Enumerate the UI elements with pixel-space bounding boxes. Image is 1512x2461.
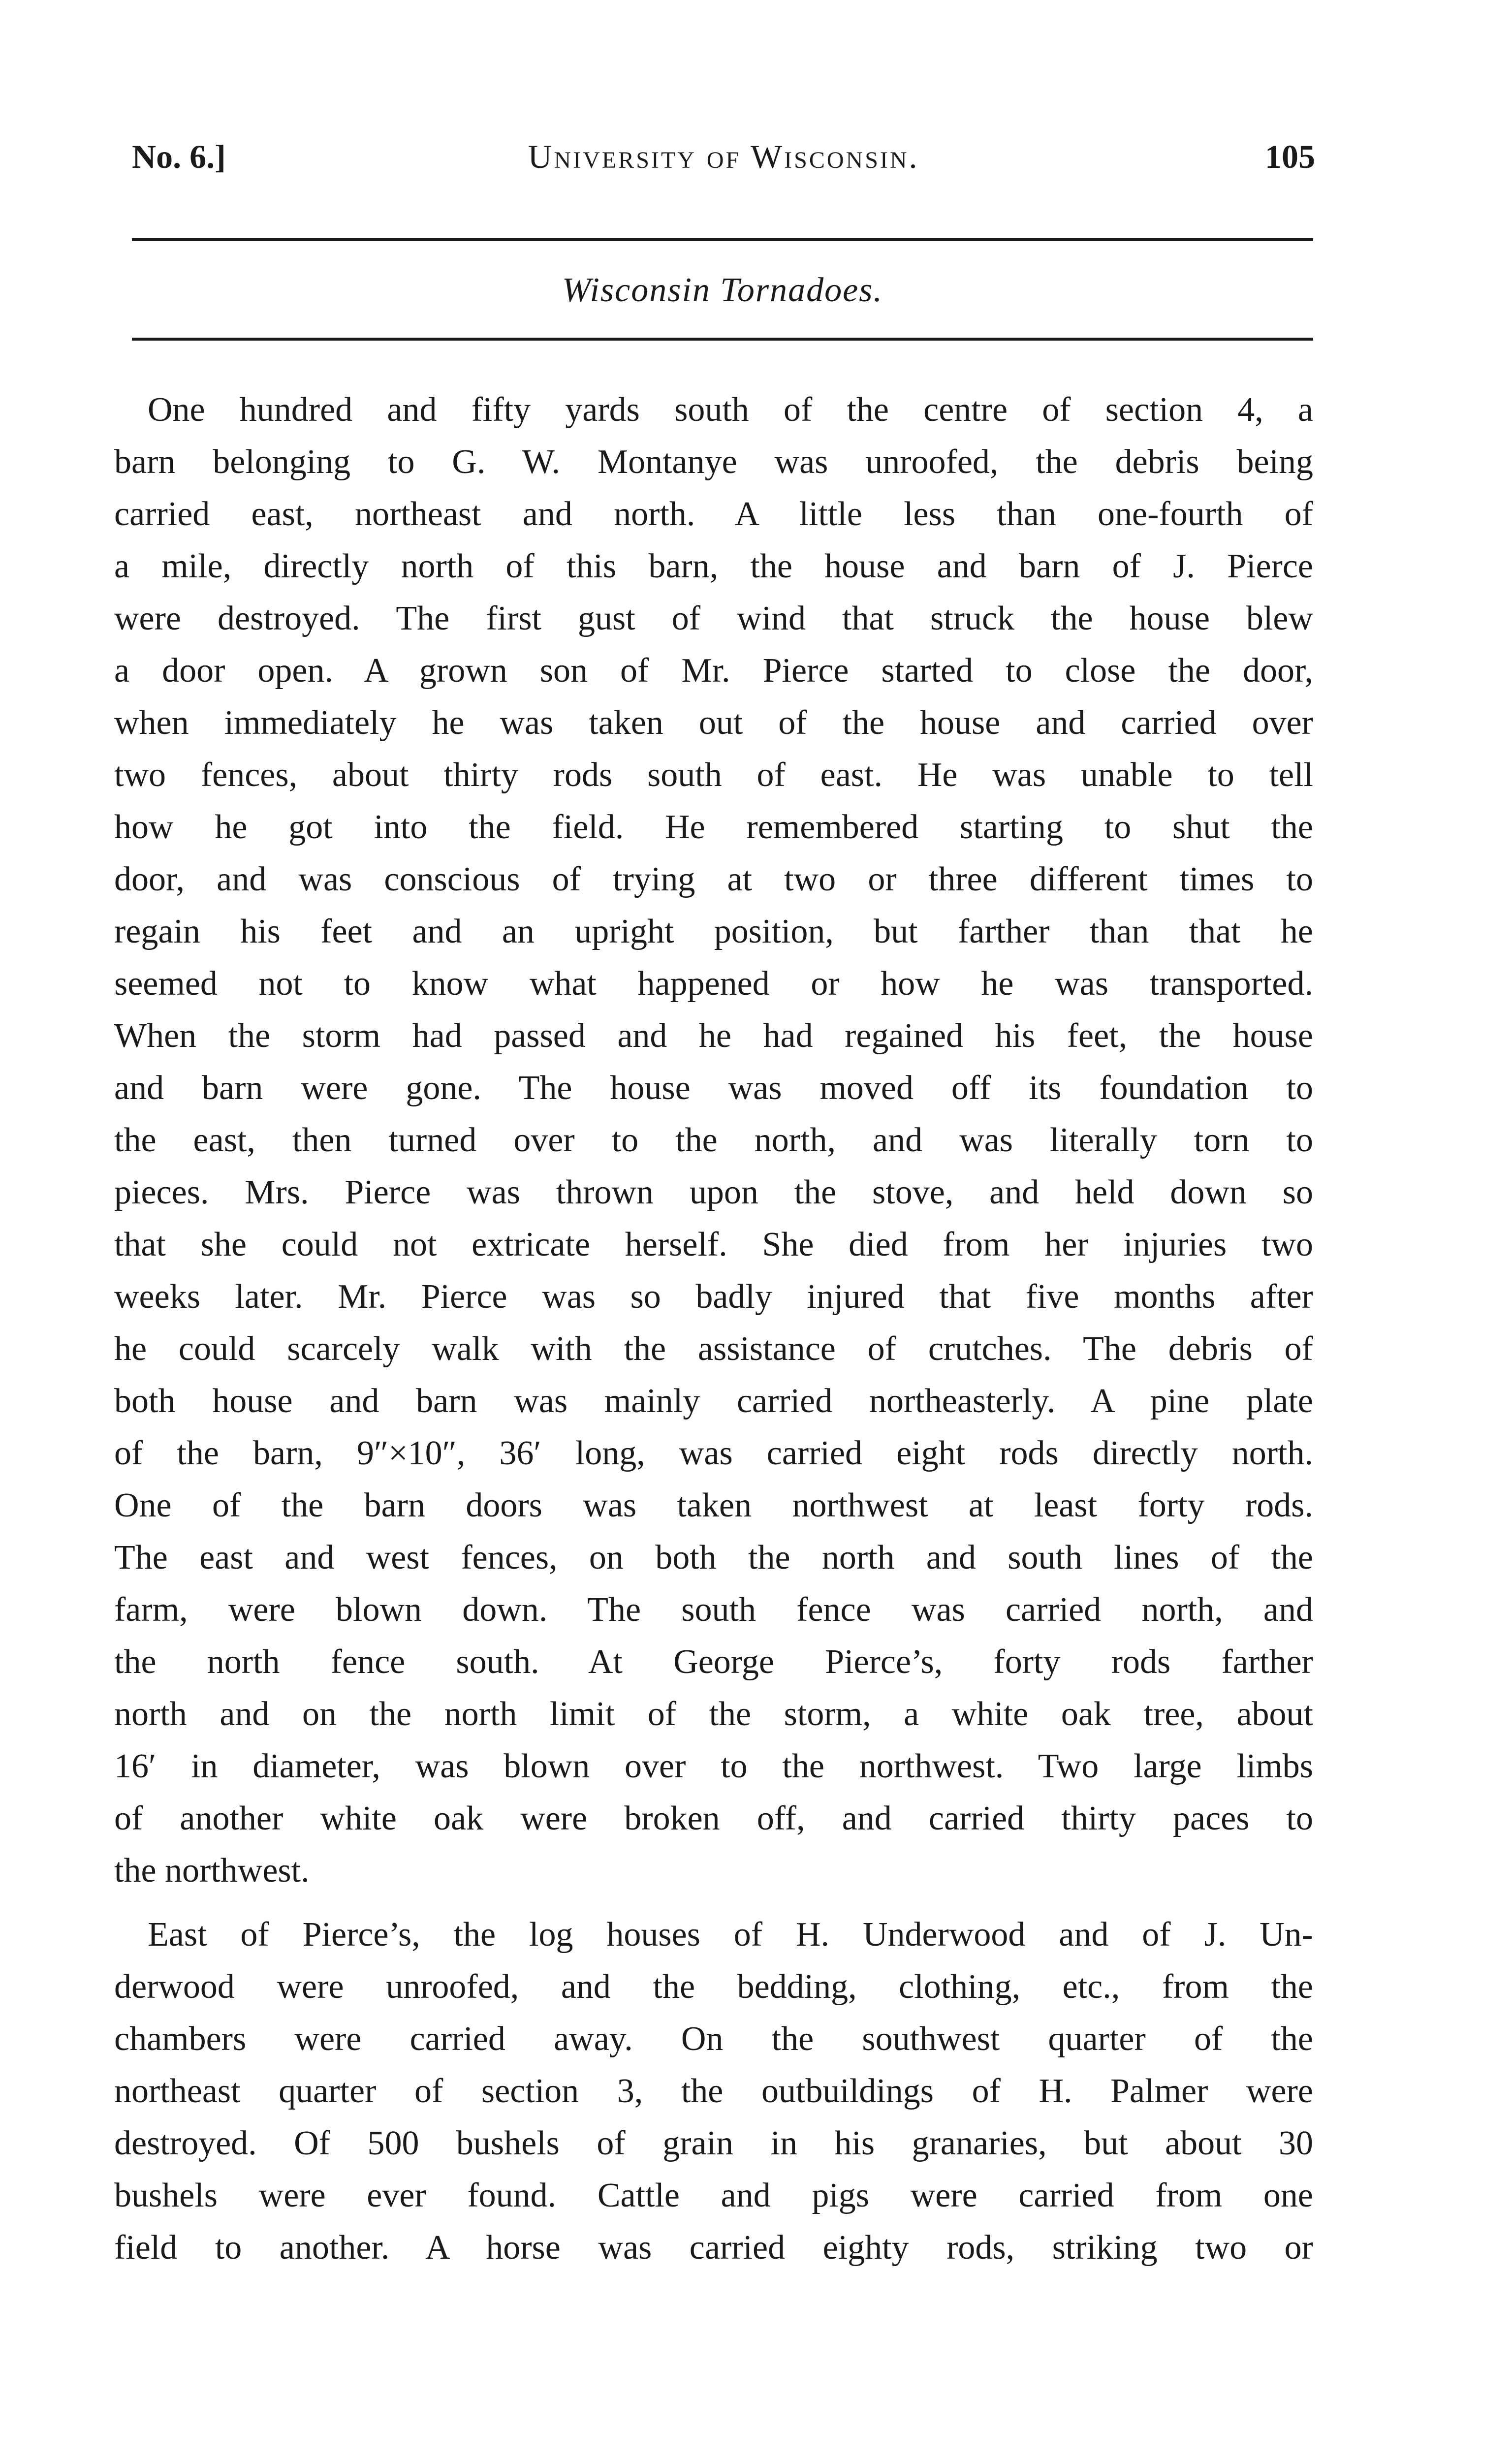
text-line: when immediately he was taken out of the house and carried over [114,704,1313,742]
text-line: One of the barn doors was taken northwest at least forty rods. [114,1486,1313,1524]
text-line: seemed not to know what happened or how he was transported. [114,965,1313,1003]
text-line: 16′ in diameter, was blown over to the northwest. Two large limbs [114,1747,1313,1785]
text-line: how he got into the field. He remembered starting to shut the [114,808,1313,846]
text-line: and barn were gone. The house was moved off its foundation to [114,1069,1313,1107]
text-line: a mile, directly north of this barn, the house and barn of J. Pierce [114,547,1313,585]
header-rule-top [132,238,1313,241]
text-line: of the barn, 9″×10″, 36′ long, was carried eight rods directly north. [114,1434,1313,1472]
text-line: One hundred and fifty yards south of the centre of section 4, a [148,391,1313,429]
text-line: north and on the north limit of the storm, a white oak tree, about [114,1695,1313,1733]
text-line: two fences, about thirty rods south of east. He was unable to tell [114,756,1313,794]
text-line: destroyed. Of 500 bushels of grain in his granaries, but about 30 [114,2124,1313,2162]
running-head [132,132,1315,181]
paragraph [114,384,1313,1897]
text-line: weeks later. Mr. Pierce was so badly injured that five months after [114,1278,1313,1316]
paragraph-gap [114,1897,1313,1909]
text-line: the north fence south. At George Pierce’s, forty rods farther [114,1643,1313,1681]
page-number: 105 [1265,138,1315,175]
paragraph [114,1909,1313,2274]
text-line: northeast quarter of section 3, the outbuildings of H. Palmer were [114,2072,1313,2110]
text-line: he could scarcely walk with the assistance of crutches. The debris of [114,1330,1313,1368]
text-line: The east and west fences, on both the north and south lines of the [114,1539,1313,1577]
text-line: bushels were ever found. Cattle and pigs were carried from one [114,2177,1313,2214]
text-line: chambers were carried away. On the southwest quarter of the [114,2020,1313,2058]
text-line: regain his feet and an upright position, but farther than that he [114,913,1313,950]
journal-title: University of Wisconsin. [528,138,919,175]
issue-number: No. 6.] [132,138,226,175]
header-rule-bottom [132,338,1313,341]
text-line: barn belonging to G. W. Montanye was unroofed, the debris being [114,443,1313,481]
text-line: pieces. Mrs. Pierce was thrown upon the stove, and held down so [114,1173,1313,1211]
section-title: Wisconsin Tornadoes. [562,271,883,309]
text-line: of another white oak were broken off, and carried thirty paces to [114,1799,1313,1837]
text-line: a door open. A grown son of Mr. Pierce started to close the door, [114,652,1313,690]
text-line: East of Pierce’s, the log houses of H. Underwood and of J. Un- [148,1916,1313,1954]
body-text [114,384,1313,2274]
text-line: that she could not extricate herself. She died from her injuries two [114,1226,1313,1263]
text-line: door, and was conscious of trying at two or three different times to [114,860,1313,898]
text-line: field to another. A horse was carried eighty rods, striking two or [114,2229,1313,2267]
text-line: both house and barn was mainly carried northeasterly. A pine plate [114,1382,1313,1420]
text-line: the northwest. [114,1852,310,1890]
text-line: When the storm had passed and he had regained his feet, the house [114,1017,1313,1055]
text-line: farm, were blown down. The south fence was carried north, and [114,1591,1313,1629]
text-line: derwood were unroofed, and the bedding, clothing, etc., from the [114,1968,1313,2006]
text-line: the east, then turned over to the north, and was literally torn to [114,1121,1313,1159]
text-line: were destroyed. The first gust of wind that struck the house blew [114,599,1313,637]
text-line: carried east, northeast and north. A little less than one-fourth of [114,495,1313,533]
